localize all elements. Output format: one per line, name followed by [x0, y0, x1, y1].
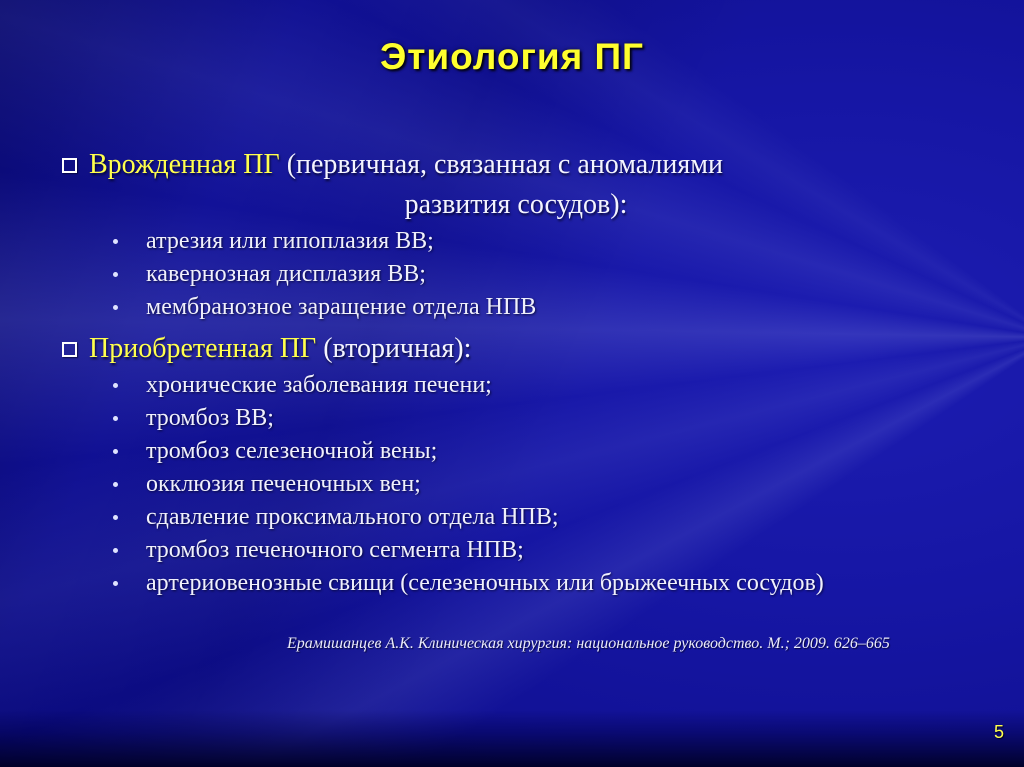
square-bullet-icon	[62, 342, 77, 357]
list-item-text: тромбоз ВВ;	[146, 405, 274, 431]
dot-bullet-icon	[113, 239, 118, 244]
list-item-text: тромбоз селезеночной вены;	[146, 438, 438, 464]
bullet-congenital-rest: (первичная, связанная с аномалиями	[279, 149, 723, 180]
list-item-text: сдавление проксимального отдела НПВ;	[146, 504, 559, 530]
bullet-acquired-text	[89, 333, 471, 365]
square-bullet-icon	[62, 158, 77, 173]
slide-title: Этиология ПГ	[379, 36, 645, 77]
list-item-text: мембранозное заращение отдела НПВ	[146, 294, 537, 320]
list-item-text: окклюзия печеночных вен;	[146, 471, 421, 497]
slide-body	[60, 145, 972, 600]
list-item	[60, 402, 972, 435]
list-item-text: атрезия или гипоплазия ВВ;	[146, 228, 434, 254]
list-item-text: хронические заболевания печени;	[146, 372, 492, 398]
bullet-congenital-line2: развития сосудов):	[404, 189, 628, 220]
dot-bullet-icon	[113, 515, 118, 520]
list-item	[60, 534, 972, 567]
bullet-acquired-rest: (вторичная):	[316, 333, 472, 364]
reference-citation: Ерамишанцев А.К. Клиническая хирургия: национальное руководство. М.; 2009. 626–665	[287, 635, 890, 652]
dot-bullet-icon	[113, 416, 118, 421]
list-item	[60, 567, 972, 600]
dot-bullet-icon	[113, 482, 118, 487]
bullet-congenital-text	[89, 149, 723, 181]
list-item	[60, 501, 972, 534]
bullet-acquired-highlight: Приобретенная ПГ	[89, 333, 317, 364]
bullet-acquired	[60, 329, 972, 369]
list-item	[60, 291, 972, 324]
page-number: 5	[993, 722, 1004, 742]
dot-bullet-icon	[113, 305, 118, 310]
list-item-text: артериовенозные свищи (селезеночных или брыжеечных сосудов)	[146, 570, 824, 596]
list-item	[60, 468, 972, 501]
bullet-congenital	[60, 145, 972, 185]
dot-bullet-icon	[113, 449, 118, 454]
dot-bullet-icon	[113, 383, 118, 388]
list-item	[60, 225, 972, 258]
list-item	[60, 435, 972, 468]
list-item	[60, 258, 972, 291]
dot-bullet-icon	[113, 548, 118, 553]
list-item	[60, 369, 972, 402]
list-item-text: кавернозная дисплазия ВВ;	[146, 261, 426, 287]
dot-bullet-icon	[113, 581, 118, 586]
bullet-congenital-highlight: Врожденная ПГ	[89, 149, 280, 180]
list-item-text: тромбоз печеночного сегмента НПВ;	[146, 537, 524, 563]
dot-bullet-icon	[113, 272, 118, 277]
